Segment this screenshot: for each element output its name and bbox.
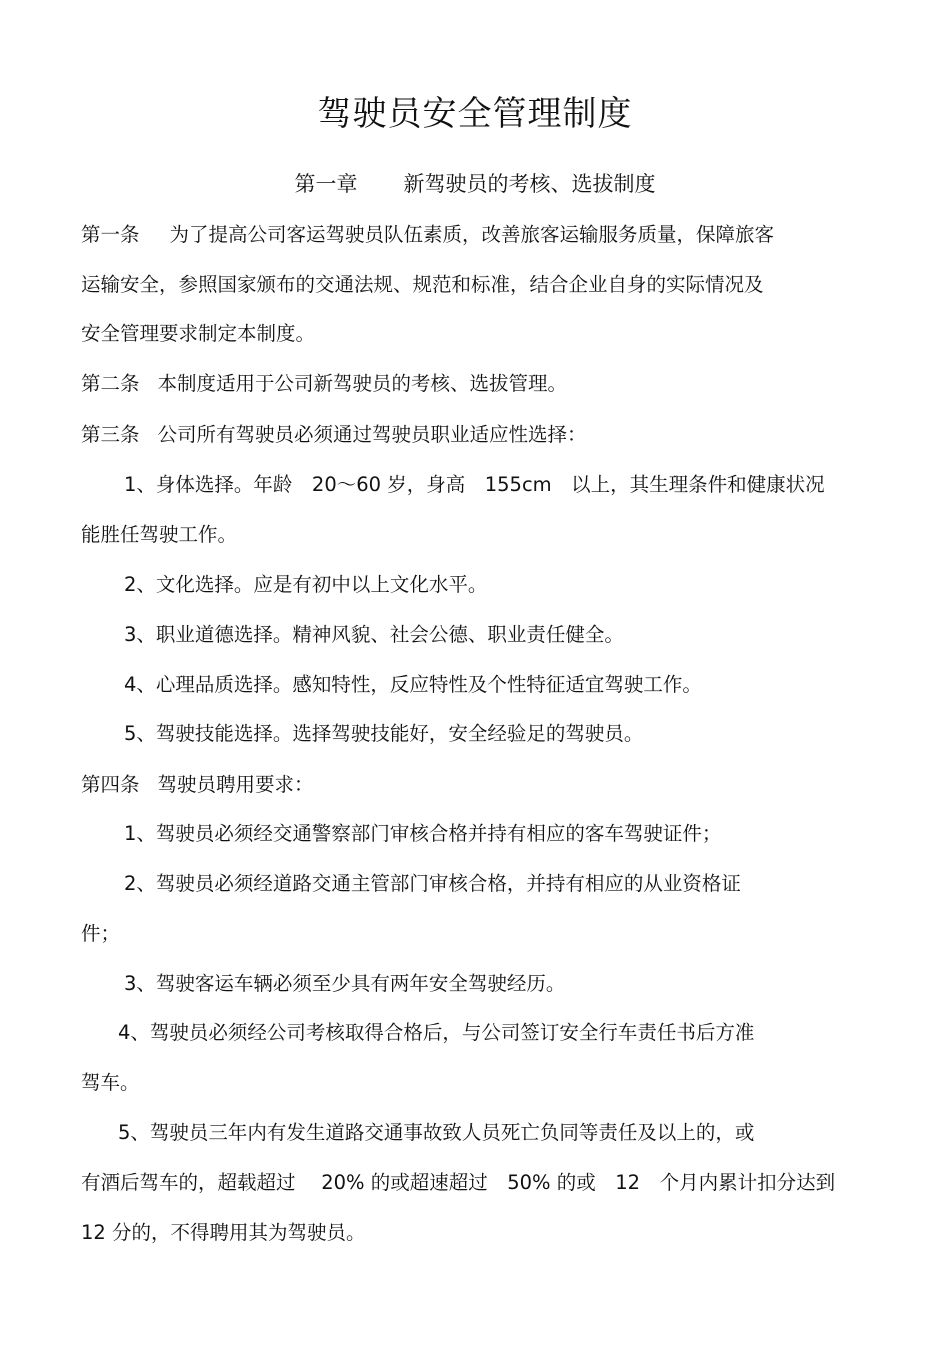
article-2-text-1: 本制度适用于公司新驾驶员的考核、选拔管理。 bbox=[157, 372, 568, 395]
article-4-item-5-line-3: 12 分的，不得聘用其为驾驶员。 bbox=[81, 1221, 366, 1244]
article-4-item-2-line-2: 件； bbox=[81, 922, 121, 945]
article-4-item-4-line-1: 4、驾驶员必须经公司考核取得合格后，与公司签订安全行车责任书后方准 bbox=[118, 1021, 755, 1044]
article-3-line-1 bbox=[81, 421, 587, 449]
chapter-heading bbox=[0, 168, 950, 198]
article-3-item-4: 4、心理品质选择。感知特性，反应特性及个性特征适宜驾驶工作。 bbox=[124, 673, 702, 696]
chapter-number: 第一章 bbox=[294, 172, 358, 196]
article-3-text-1: 公司所有驾驶员必须通过驾驶员职业适应性选择： bbox=[157, 423, 587, 446]
article-3-item-1-line-2: 能胜任驾驶工作。 bbox=[81, 523, 238, 546]
article-1-line-3: 安全管理要求制定本制度。 bbox=[81, 322, 316, 345]
document-title: 驾驶员安全管理制度 bbox=[317, 94, 633, 134]
article-2-line-1 bbox=[81, 370, 567, 398]
article-4-item-3: 3、驾驶客运车辆必须至少具有两年安全驾驶经历。 bbox=[124, 972, 566, 995]
article-1-line-1 bbox=[81, 221, 774, 249]
article-4-item-1: 1、驾驶员必须经交通警察部门审核合格并持有相应的客车驾驶证件； bbox=[124, 822, 722, 845]
article-4-item-5-line-1: 5、驾驶员三年内有发生道路交通事故致人员死亡负同等责任及以上的，或 bbox=[118, 1121, 755, 1144]
article-3-item-3: 3、职业道德选择。精神风貌、社会公德、职业责任健全。 bbox=[124, 623, 624, 646]
article-4-label: 第四条 bbox=[81, 773, 140, 796]
article-3-item-2: 2、文化选择。应是有初中以上文化水平。 bbox=[124, 573, 488, 596]
article-1-line-2: 运输安全，参照国家颁布的交通法规、规范和标准，结合企业自身的实际情况及 bbox=[81, 273, 764, 296]
article-1-label: 第一条 bbox=[81, 223, 140, 246]
article-4-item-5-line-2: 有酒后驾车的，超载超过 20% 的或超速超过 50% 的或 12 个月内累计扣分达到 bbox=[81, 1171, 836, 1194]
chapter-name: 新驾驶员的考核、选拔制度 bbox=[403, 172, 656, 196]
article-4-text-1: 驾驶员聘用要求： bbox=[157, 773, 314, 796]
article-3-item-5: 5、驾驶技能选择。选择驾驶技能好，安全经验足的驾驶员。 bbox=[124, 722, 644, 745]
article-4-item-2-line-1: 2、驾驶员必须经道路交通主管部门审核合格，并持有相应的从业资格证 bbox=[124, 872, 741, 895]
article-3-label: 第三条 bbox=[81, 423, 140, 446]
article-3-item-1-line-1: 1、身体选择。年龄 20～60 岁，身高 155cm 以上，其生理条件和健康状况 bbox=[124, 473, 825, 496]
article-1-text-1: 为了提高公司客运驾驶员队伍素质，改善旅客运输服务质量，保障旅客 bbox=[169, 223, 775, 246]
article-2-label: 第二条 bbox=[81, 372, 140, 395]
article-4-item-4-line-2: 驾车。 bbox=[81, 1071, 140, 1094]
article-4-line-1 bbox=[81, 771, 314, 799]
